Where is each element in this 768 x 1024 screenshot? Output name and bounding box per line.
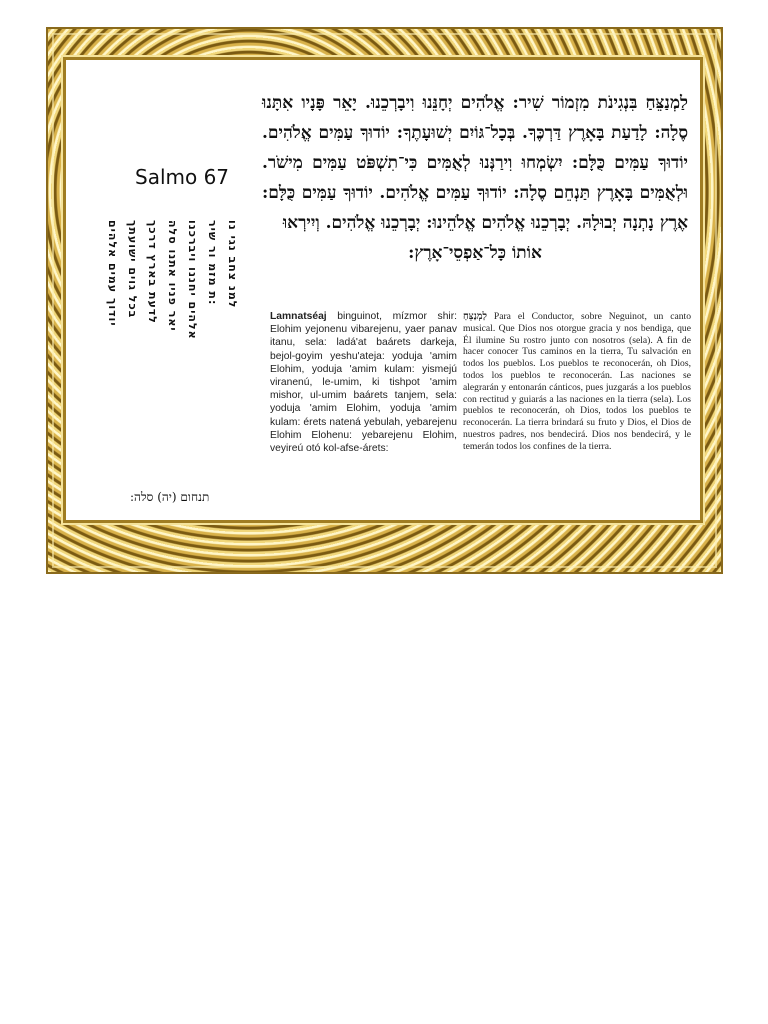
page-title: Salmo 67	[135, 165, 230, 189]
spanish-lead-hebrew: לַמְנַצֵּחַ	[463, 311, 487, 322]
menorah-column: ת מזמ ור שיר:	[206, 220, 219, 306]
hebrew-psalm-body: לַמְנַצֵּחַ בִּנְגִינֹת מִזְמוֹר שִׁיר: אֱלֹהִים יְחָנֵּנוּ וִיבָרְכֵנוּ. יָאֵר פָּנָיו אִתָּנוּ סֶלָה: לָדַעַת בָּאָרֶץ דַּרְכֶּךָ. בְּכָל־גּוֹיִם יְשׁוּעָתֶךָ: יוֹדוּךָ עַמִּים אֱלֹהִים. יוֹדוּךָ עַמִּים כֻּלָּם: יִשְׂמְחוּ וִירַנְּנוּ לְאֻמִּים כִּי־תִשְׁפֹּט עַמִּים מִישֹׁר. וּלְאֻמִּים בָּאָרֶץ תַּנְחֵם סֶלָה: יוֹדוּךָ עַמִּים אֱלֹהִים. יוֹדוּךָ עַמִּים כֻּלָּם: אֶרֶץ נָתְנָה יְבוּלָהּ. יְבָרְכֵנוּ אֱלֹהִים אֱלֹהֵינוּ: יְבָרְכֵנוּ אֱלֹהִים. וְיִירְאוּ	[262, 93, 688, 233]
transliteration-lead: Lamnatséaj	[270, 311, 327, 322]
menorah-text-figure	[96, 220, 256, 510]
spanish-translation-text	[463, 311, 691, 453]
menorah-column: יודוך עמים אלהים	[106, 220, 119, 327]
menorah-column: לדעת בארץ דרכך	[146, 220, 159, 324]
menorah-column: יאר פניו אתנו סלה	[166, 220, 179, 332]
menorah-base-text: תנחום (יה) סלה:	[130, 490, 210, 504]
hebrew-psalm-last-line: אוֹתוֹ כָּל־אַפְסֵי־אָרֶץ:	[408, 243, 542, 263]
menorah-column: אלהים יחננו ויברכנו	[186, 220, 199, 340]
menorah-column: בכל גוים ישועתך	[126, 220, 139, 319]
transliteration-text	[270, 310, 457, 455]
transliteration-body: binguinot, mízmor shir: Elohim yejonenu vibarejenu, yaer panav itanu, sela: ladá'at baárets darkeja, bejol-goyim yeshu'ateja: yoduja 'amim Elohim, yoduja 'amim kulam: yismejú viranenú, le-umim, ki tishpot 'amim mishor, ul-umim baárets tanjem, sela: yoduja 'amim Elohim, yoduja 'amim kulam: érets natená yebulah, yebarejenu Elohim Elohenu: yebarejenu Elohim, veyireú otó kol-afse-árets:	[270, 311, 457, 455]
spanish-translation-body: Para el Conductor, sobre Neguinot, un canto musical. Que Dios nos otorgue gracia y nos bendiga, que Él ilumine Su rostro junto con nosotros (sela). A fin de hacer conocer Tus caminos en la tierra, Tu salvación en todos los pueblos. Los pueblos te reconocerán, oh Dios, todos los pueblos te reconocerán. Las naciones se alegrarán y entonarán cánticos, pues juzgarás a los pueblos con rectitud y guiarás a las naciones en la tierra (sela). Los pueblos te reconocerán, oh Dios, todos los pueblos te reconocerán. La tierra brindará su fruto y Dios, el Dios de nuestros padres, nos bendecirá. Dios nos bendecirá, y le temerán todos los confines de la tierra.	[463, 311, 691, 452]
menorah-column: למנ צחב נגי נו	[226, 220, 239, 309]
hebrew-psalm-text	[262, 88, 688, 268]
